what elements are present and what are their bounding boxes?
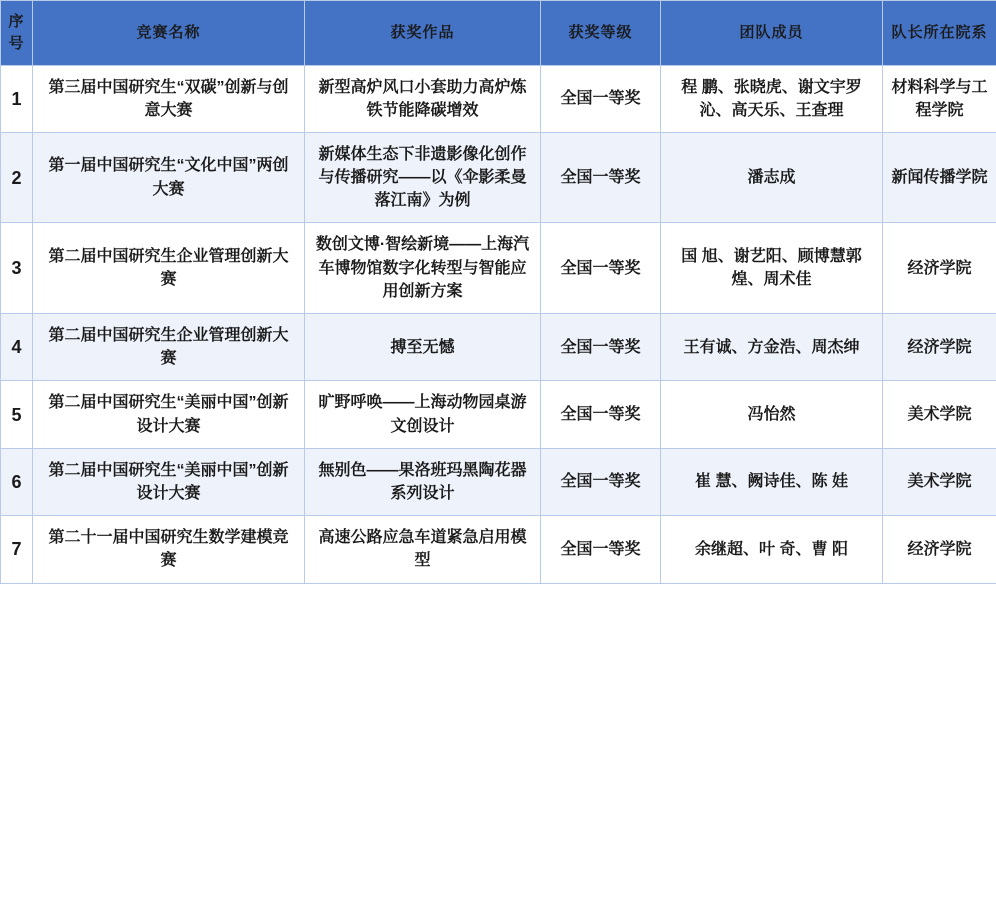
cell-work: 旷野呼唤——上海动物园桌游文创设计 xyxy=(305,381,541,448)
cell-level: 全国一等奖 xyxy=(541,516,661,583)
cell-members: 国 旭、谢艺阳、顾博慧郭 煌、周术佳 xyxy=(661,223,883,314)
cell-competition: 第二届中国研究生“美丽中国”创新设计大赛 xyxy=(33,381,305,448)
table-header-row xyxy=(1,1,996,66)
cell-competition: 第三届中国研究生“双碳”创新与创意大赛 xyxy=(33,65,305,132)
cell-level: 全国一等奖 xyxy=(541,223,661,314)
table-row xyxy=(1,516,996,583)
cell-no: 5 xyxy=(1,381,33,448)
column-header-members: 团队成员 xyxy=(661,1,883,66)
cell-no: 1 xyxy=(1,65,33,132)
cell-work: 数创文博·智绘新境——上海汽车博物馆数字化转型与智能应用创新方案 xyxy=(305,223,541,314)
cell-college: 经济学院 xyxy=(883,516,996,583)
cell-level: 全国一等奖 xyxy=(541,65,661,132)
table-row xyxy=(1,381,996,448)
column-header-competition: 竞赛名称 xyxy=(33,1,305,66)
column-header-college: 队长所在院系 xyxy=(883,1,996,66)
cell-level: 全国一等奖 xyxy=(541,314,661,381)
cell-no: 6 xyxy=(1,448,33,515)
cell-work: 高速公路应急车道紧急启用模型 xyxy=(305,516,541,583)
cell-college: 美术学院 xyxy=(883,448,996,515)
cell-competition: 第一届中国研究生“文化中国”两创大赛 xyxy=(33,132,305,223)
cell-college: 美术学院 xyxy=(883,381,996,448)
cell-college: 新闻传播学院 xyxy=(883,132,996,223)
column-header-work: 获奖作品 xyxy=(305,1,541,66)
cell-work: 搏至无憾 xyxy=(305,314,541,381)
cell-members: 程 鹏、张晓虎、谢文宇罗 沁、高天乐、王查理 xyxy=(661,65,883,132)
cell-level: 全国一等奖 xyxy=(541,381,661,448)
table-row xyxy=(1,314,996,381)
cell-work: 新型高炉风口小套助力高炉炼铁节能降碳增效 xyxy=(305,65,541,132)
cell-no: 3 xyxy=(1,223,33,314)
table-header xyxy=(1,1,996,66)
cell-members: 王有诚、方金浩、周杰绅 xyxy=(661,314,883,381)
cell-college: 材料科学与工程学院 xyxy=(883,65,996,132)
cell-members: 潘志成 xyxy=(661,132,883,223)
cell-members: 余继超、叶 奇、曹 阳 xyxy=(661,516,883,583)
cell-college: 经济学院 xyxy=(883,223,996,314)
cell-college: 经济学院 xyxy=(883,314,996,381)
cell-work: 新媒体生态下非遗影像化创作与传播研究——以《伞影柔曼落江南》为例 xyxy=(305,132,541,223)
cell-members: 崔 慧、阙诗佳、陈 娃 xyxy=(661,448,883,515)
cell-competition: 第二届中国研究生“美丽中国”创新设计大赛 xyxy=(33,448,305,515)
table-row xyxy=(1,223,996,314)
column-header-no: 序号 xyxy=(1,1,33,66)
cell-competition: 第二十一届中国研究生数学建模竞赛 xyxy=(33,516,305,583)
cell-level: 全国一等奖 xyxy=(541,132,661,223)
cell-competition: 第二届中国研究生企业管理创新大赛 xyxy=(33,223,305,314)
cell-members: 冯怡然 xyxy=(661,381,883,448)
table-body xyxy=(1,65,996,583)
cell-work: 無别色——果洛班玛黑陶花器系列设计 xyxy=(305,448,541,515)
table-row xyxy=(1,448,996,515)
cell-no: 4 xyxy=(1,314,33,381)
cell-no: 2 xyxy=(1,132,33,223)
table-row xyxy=(1,132,996,223)
table-row xyxy=(1,65,996,132)
column-header-level: 获奖等级 xyxy=(541,1,661,66)
cell-no: 7 xyxy=(1,516,33,583)
cell-competition: 第二届中国研究生企业管理创新大赛 xyxy=(33,314,305,381)
cell-level: 全国一等奖 xyxy=(541,448,661,515)
